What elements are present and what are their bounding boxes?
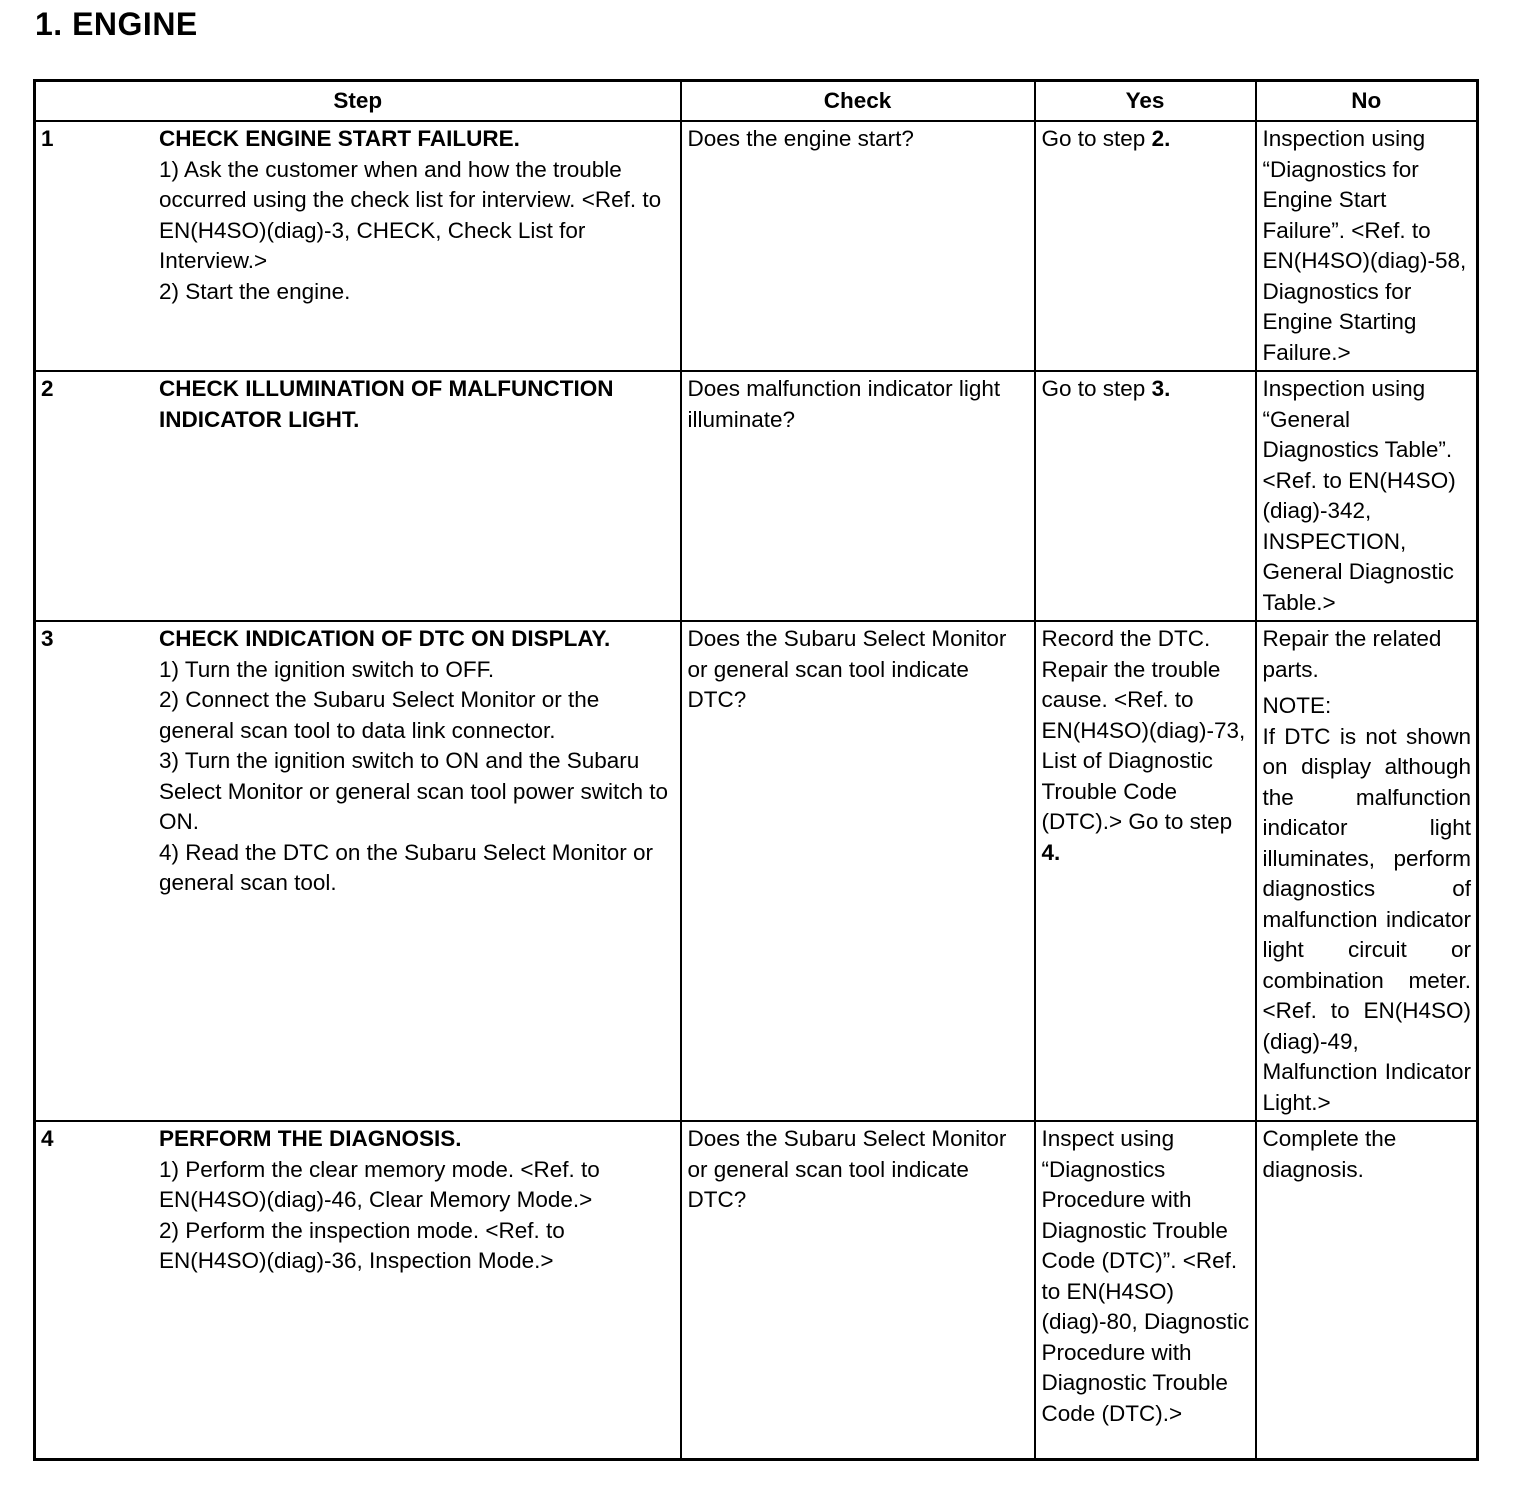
table-row [35,621,1478,1121]
diagnostic-table [33,79,1479,1461]
table-header-row [35,81,1478,122]
check-cell [681,1121,1035,1460]
step-cell [35,371,681,621]
step-title: CHECK ENGINE START FAILURE. [159,126,520,151]
step-instruction: 4) Read the DTC on the Subaru Select Monitor or general scan tool. [159,839,654,895]
yes-text: Inspect using “Diagnostics Procedure with Diagnostic Trouble Code (DTC)”. <Ref. to EN(H4SO)(diag)-80, Diagnostic Procedure with Diagnostic Trouble Code (DTC).> [1041,1126,1250,1426]
note-label: NOTE: [1262,693,1332,718]
header-no: No [1256,81,1478,122]
yes-cell [1035,1121,1256,1460]
yes-cell [1035,371,1256,621]
no-text: Complete the diagnosis. [1262,1126,1397,1182]
no-cell [1256,621,1478,1121]
check-cell [681,621,1035,1121]
yes-cell [1035,121,1256,371]
no-cell [1256,1121,1478,1460]
step-cell [35,1121,681,1460]
table-row [35,1121,1478,1460]
step-number: 4 [41,1126,54,1151]
step-instruction: 2) Perform the inspection mode. <Ref. to EN(H4SO)(diag)-36, Inspection Mode.> [159,1217,565,1273]
yes-cell [1035,621,1256,1121]
step-title: CHECK ILLUMINATION OF MALFUNCTION INDICATOR LIGHT. [159,376,614,432]
check-text: Does the Subaru Select Monitor or general scan tool indicate DTC? [687,1126,1007,1212]
step-cell [35,121,681,371]
step-instruction: 2) Connect the Subaru Select Monitor or the general scan tool to data link connector. [159,687,600,743]
no-text: Inspection using “General Diagnostics Table”. <Ref. to EN(H4SO)(diag)-342, INSPECTION, General Diagnostic Table.> [1262,376,1456,615]
header-yes: Yes [1035,81,1256,122]
step-instruction: 2) Start the engine. [159,278,351,304]
check-text: Does the engine start? [687,126,914,151]
yes-text: Go to step [1041,126,1152,151]
header-check: Check [681,81,1035,122]
no-text: Repair the related parts. [1262,626,1442,682]
step-instruction: 1) Perform the clear memory mode. <Ref. to EN(H4SO)(diag)-46, Clear Memory Mode.> [159,1156,600,1212]
yes-step-ref: 2. [1151,126,1171,151]
yes-step-ref: 4. [1041,839,1061,865]
table-row [35,121,1478,371]
yes-text: Go to step [1041,376,1152,401]
check-text: Does the Subaru Select Monitor or general scan tool indicate DTC? [687,626,1007,712]
step-title: CHECK INDICATION OF DTC ON DISPLAY. [159,626,611,651]
yes-text: Record the DTC. Repair the trouble cause. <Ref. to EN(H4SO)(diag)-73, List of Diagnostic Trouble Code (DTC).> Go to step [1041,626,1246,834]
no-cell [1256,371,1478,621]
check-cell [681,371,1035,621]
step-cell [35,621,681,1121]
step-instruction: 1) Turn the ignition switch to OFF. [159,656,495,682]
section-title: 1. ENGINE [35,6,198,42]
header-step: Step [35,81,681,122]
step-title: PERFORM THE DIAGNOSIS. [159,1126,462,1151]
table-row [35,371,1478,621]
step-number: 1 [41,126,54,151]
step-number: 3 [41,626,54,651]
check-text: Does malfunction indicator light illuminate? [687,376,1001,432]
note-text: If DTC is not shown on display although the malfunction indicator light illuminates, perform diagnostics of malfunction indicator light circuit or combination meter. <Ref. to EN(H4SO)(diag)-49, Malfunction Indicator Light.> [1262,723,1471,1115]
no-text: Inspection using “Diagnostics for Engine Start Failure”. <Ref. to EN(H4SO)(diag)-58, Diagnostics for Engine Starting Failure.> [1262,126,1467,365]
yes-step-ref: 3. [1151,376,1171,401]
step-instruction: 3) Turn the ignition switch to ON and the Subaru Select Monitor or general scan tool power switch to ON. [159,748,668,834]
step-instruction: 1) Ask the customer when and how the trouble occurred using the check list for interview. <Ref. to EN(H4SO)(diag)-3, CHECK, Check List for Interview.> [159,156,662,273]
check-cell [681,121,1035,371]
step-number: 2 [41,376,54,401]
no-cell [1256,121,1478,371]
